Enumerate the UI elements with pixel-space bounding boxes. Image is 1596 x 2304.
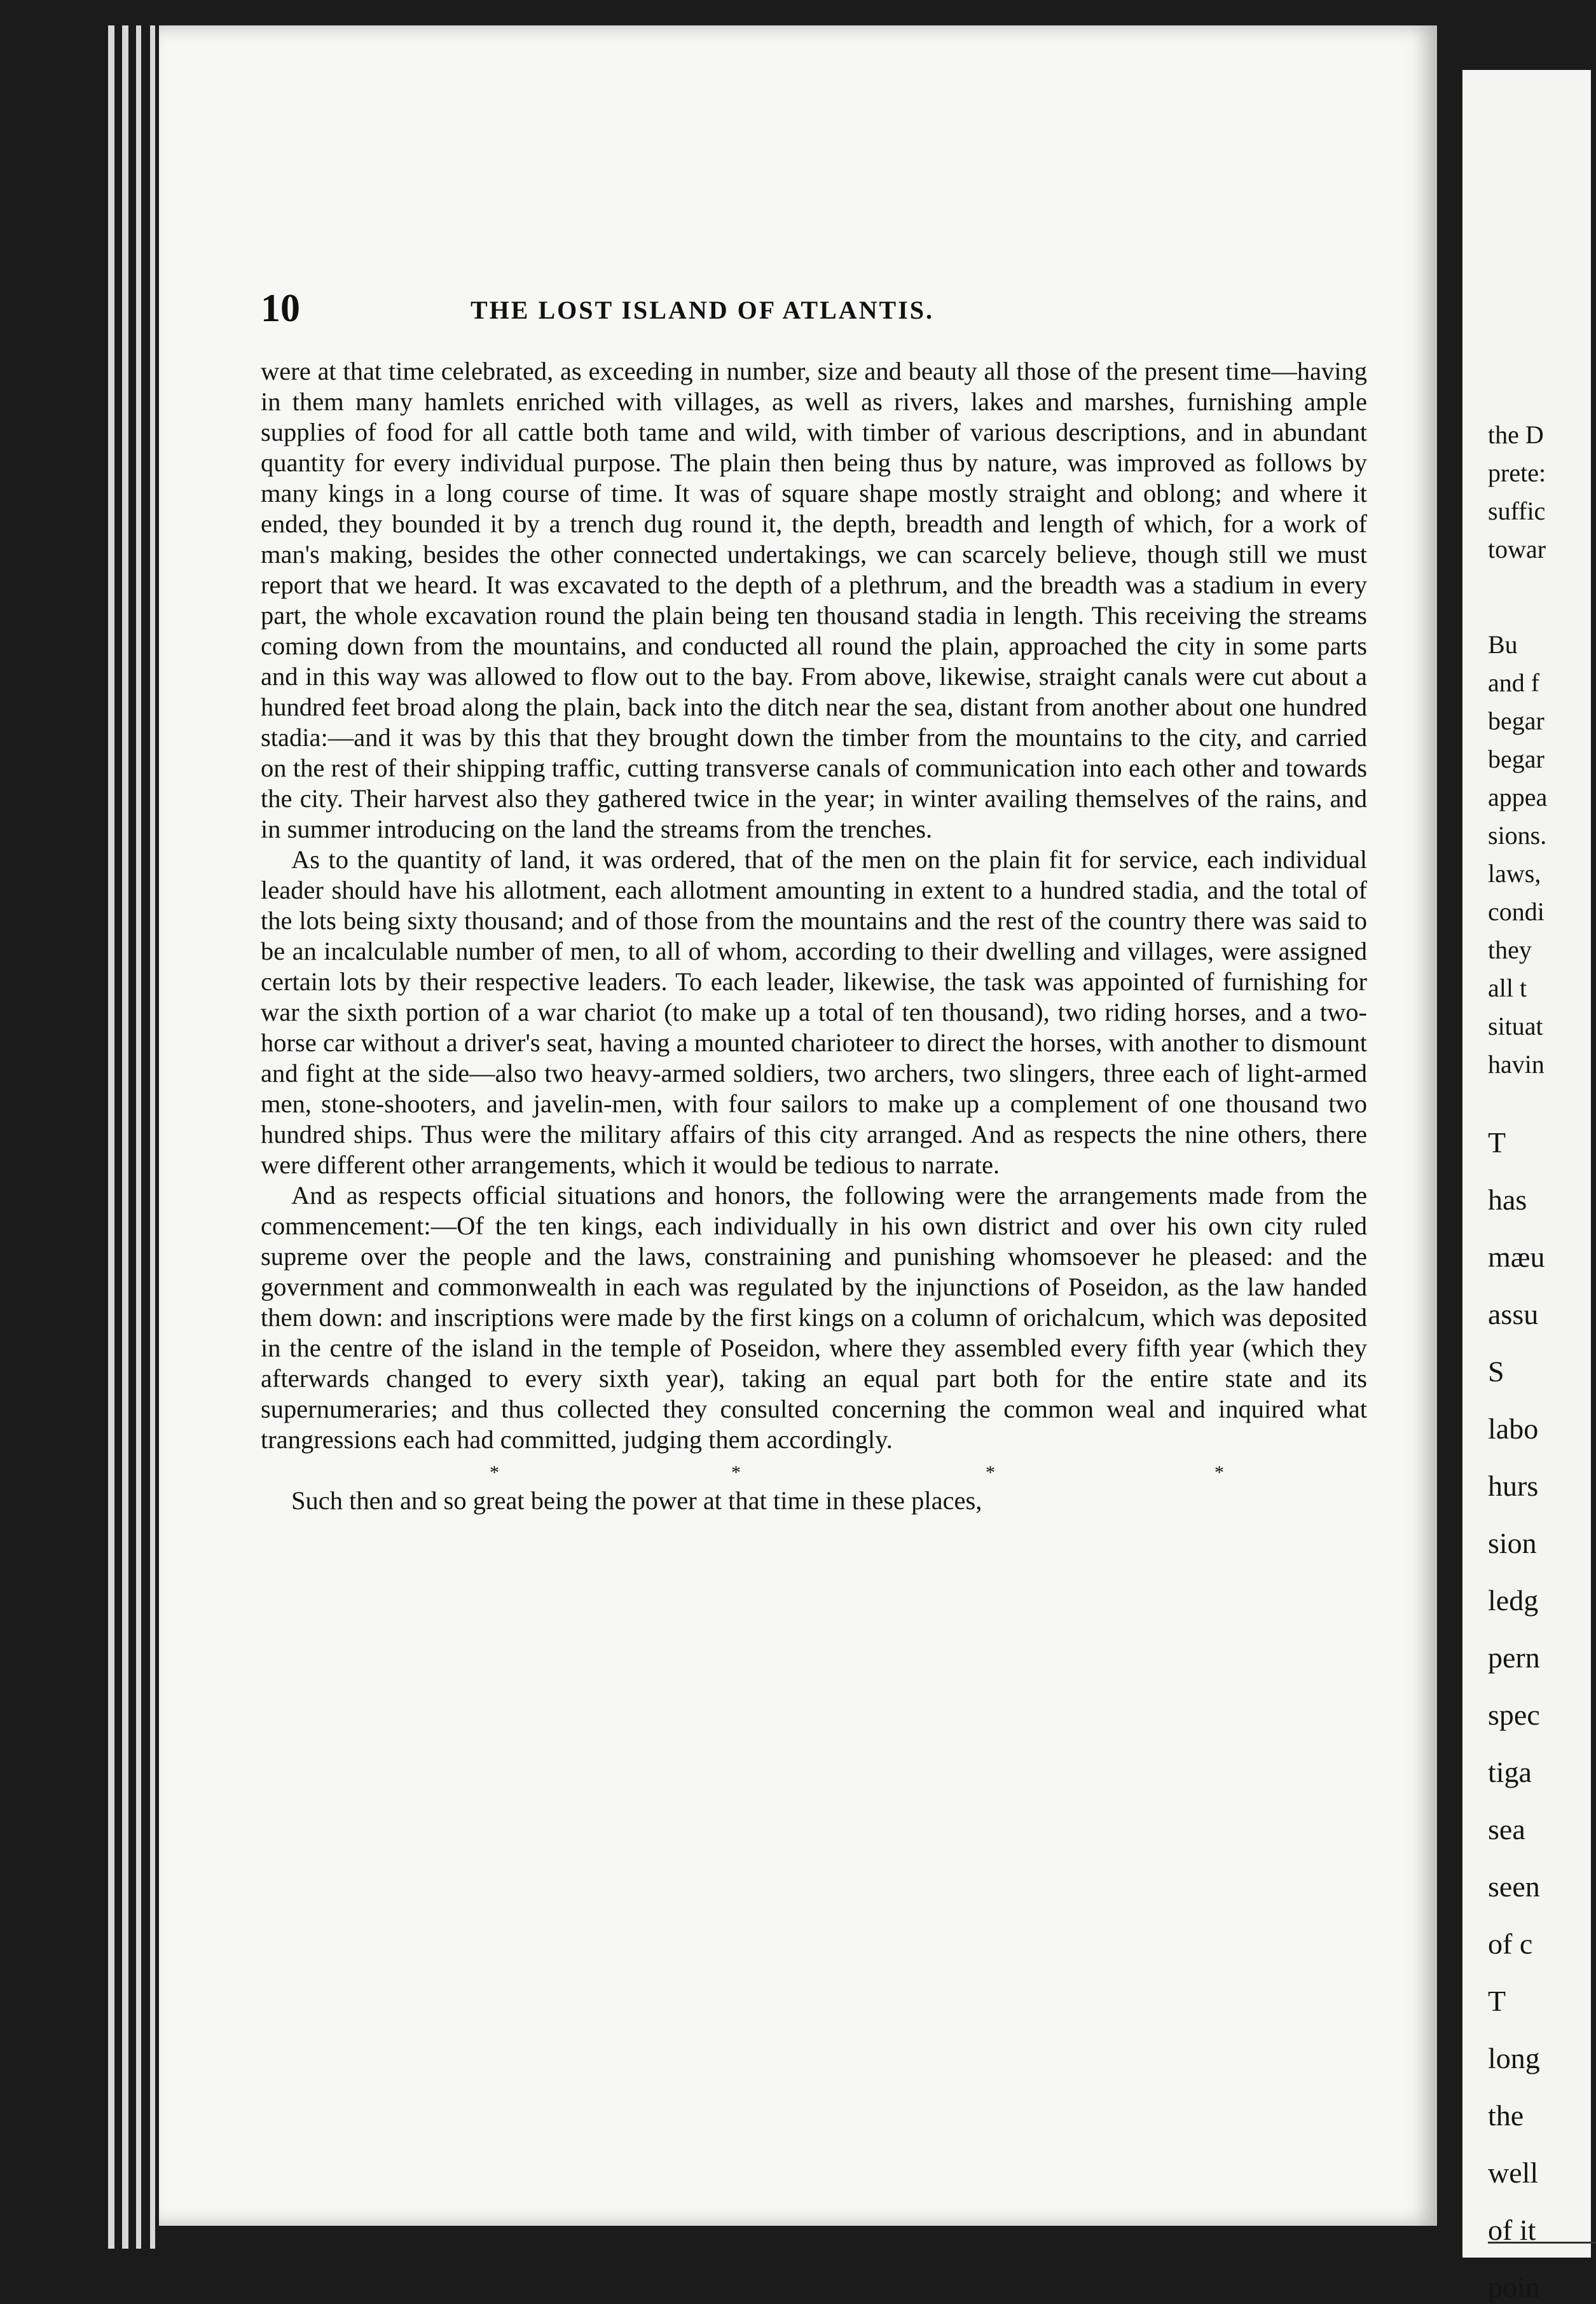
body-text	[261, 356, 1367, 1516]
text-fragment: ledg	[1488, 1584, 1539, 1617]
text-fragment: sion	[1488, 1527, 1537, 1559]
text-fragment: of c	[1488, 1928, 1533, 1960]
text-fragment: long	[1488, 2042, 1540, 2074]
asterism-star: *	[1214, 1462, 1224, 1483]
text-fragment: spec	[1488, 1699, 1540, 1731]
page-edge	[122, 25, 128, 2249]
text-fragment: labo	[1488, 1412, 1539, 1445]
text-fragment: T	[1488, 1985, 1506, 2017]
text-fragment: tiga	[1488, 1756, 1532, 1788]
text-fragment: mæu	[1488, 1241, 1545, 1273]
text-fragment: the	[1488, 2099, 1524, 2132]
asterism-star: *	[490, 1462, 499, 1483]
text-fragment: situat	[1488, 1012, 1543, 1040]
footnote-rule	[1488, 2242, 1596, 2244]
text-fragment: appea	[1488, 783, 1548, 811]
page-edge	[108, 25, 114, 2249]
text-fragment: prete:	[1488, 459, 1546, 487]
text-fragment: hurs	[1488, 1470, 1539, 1502]
text-fragment: seen	[1488, 1870, 1540, 1903]
text-fragment: of it	[1488, 2214, 1536, 2246]
text-fragment: havin	[1488, 1050, 1544, 1079]
text-fragment: begar	[1488, 707, 1544, 735]
page-header	[261, 286, 1189, 343]
paragraph: And as respects official situations and honors, the following were the arrangements made from the commencement:—Of the ten kings, each individually in his own district and over his own city ruled supreme over the people and the laws, constraining and punishing whomsoever he pleased: and the government and commonwealth in each was regulated by the injunctions of Poseidon, as the law handed them down: and inscriptions were made by the first kings on a column of orichalcum, which was deposited in the centre of the island in the temple of Poseidon, where they assembled every fifth year (which they afterwards changed to every sixth year), taking an equal part both for the entire state and its supernumeraries; and thus collected they consulted concerning the common weal and inquired what trangressions each had committed, judging them accordingly.	[261, 1181, 1367, 1454]
page-edge	[150, 25, 155, 2249]
text-fragment: well	[1488, 2156, 1539, 2189]
adjacent-page	[1462, 70, 1591, 2303]
asterism-star: *	[731, 1462, 741, 1483]
text-fragment: the D	[1488, 420, 1544, 449]
text-fragment: Bu	[1488, 630, 1518, 659]
running-head: THE LOST ISLAND OF ATLANTIS.	[471, 296, 935, 324]
text-fragment: pern	[1488, 1641, 1540, 1674]
text-fragment: suffic	[1488, 497, 1546, 525]
text-fragment: has	[1488, 1183, 1527, 1216]
text-fragment: sea	[1488, 1813, 1525, 1845]
text-fragment: laws,	[1488, 859, 1541, 888]
text-fragment: sions.	[1488, 821, 1547, 850]
paragraph: were at that time celebrated, as exceeding in number, size and beauty all those of the present time—having in them many hamlets enriched with villages, as well as rivers, lakes and marshes, furnishing ample supplies of food for all cattle both tame and wild, with timber of various descriptions, and in abundant quantity for every individual purpose. The plain then being thus by nature, was improved as follows by many kings in a long course of time. It was of square shape mostly straight and oblong; and where it ended, they bounded it by a trench dug round it, the depth, breadth and length of which, for a work of man's making, besides the other connected undertakings, we can scarcely believe, though still we must report that we heard. It was excavated to the depth of a plethrum, and the breadth was a stadium in every part, the whole excavation round the plain being ten thousand stadia in length. This receiving the streams coming down from the mountains, and conducted all round the plain, approached the city in some parts and in this way was allowed to flow out to the bay. From above, likewise, straight canals were cut about a hundred feet broad along the plain, back into the ditch near the sea, distant from another about one hundred stadia:—and it was by this that they brought down the timber from the mountains to the city, and carried on the rest of their shipping traffic, cutting transverse canals of communication into each other and towards the city. Their harvest also they gathered twice in the year; in winter availing themselves of the rains, and in summer introducing on the land the streams from the trenches.	[261, 357, 1367, 843]
page-edge	[136, 25, 141, 2249]
text-fragment: all t	[1488, 974, 1527, 1002]
section-break	[261, 1455, 1367, 1486]
text-fragment: condi	[1488, 897, 1544, 926]
text-fragment: poin	[1488, 2271, 1540, 2303]
asterism-star: *	[986, 1462, 995, 1483]
text-fragment: they	[1488, 935, 1532, 964]
text-fragment: T	[1488, 1126, 1506, 1159]
paragraph: As to the quantity of land, it was ordered, that of the men on the plain fit for service, each individual leader should have his allotment, each allotment amounting in extent to a hundred stadia, and the total of the lots being sixty thousand; and of those from the mountains and the rest of the country there was said to be an incalculable number of men, to all of whom, according to their dwelling and villages, were assigned certain lots by their respective leaders. To each leader, likewise, the task was appointed of furnishing for war the sixth portion of a war chariot (to make up a total of ten thousand), two riding horses, and a two-horse car without a driver's seat, having a mounted charioteer to direct the horses, with another to dismount and fight at the side—also two heavy-armed soldiers, two archers, two slingers, three each of light-armed men, stone-shooters, and javelin-men, with four sailors to make up a complement of one thousand two hundred ships. Thus were the military affairs of this city arranged. And as respects the nine others, there were different other arrangements, which it would be tedious to narrate.	[261, 845, 1367, 1179]
final-line: Such then and so great being the power at that time in these places,	[291, 1486, 982, 1515]
text-fragment: begar	[1488, 745, 1544, 773]
text-fragment: and f	[1488, 668, 1540, 697]
text-fragment: towar	[1488, 535, 1546, 563]
text-fragment: assu	[1488, 1298, 1539, 1330]
page-number: 10	[261, 287, 300, 330]
text-fragment: S	[1488, 1355, 1504, 1388]
